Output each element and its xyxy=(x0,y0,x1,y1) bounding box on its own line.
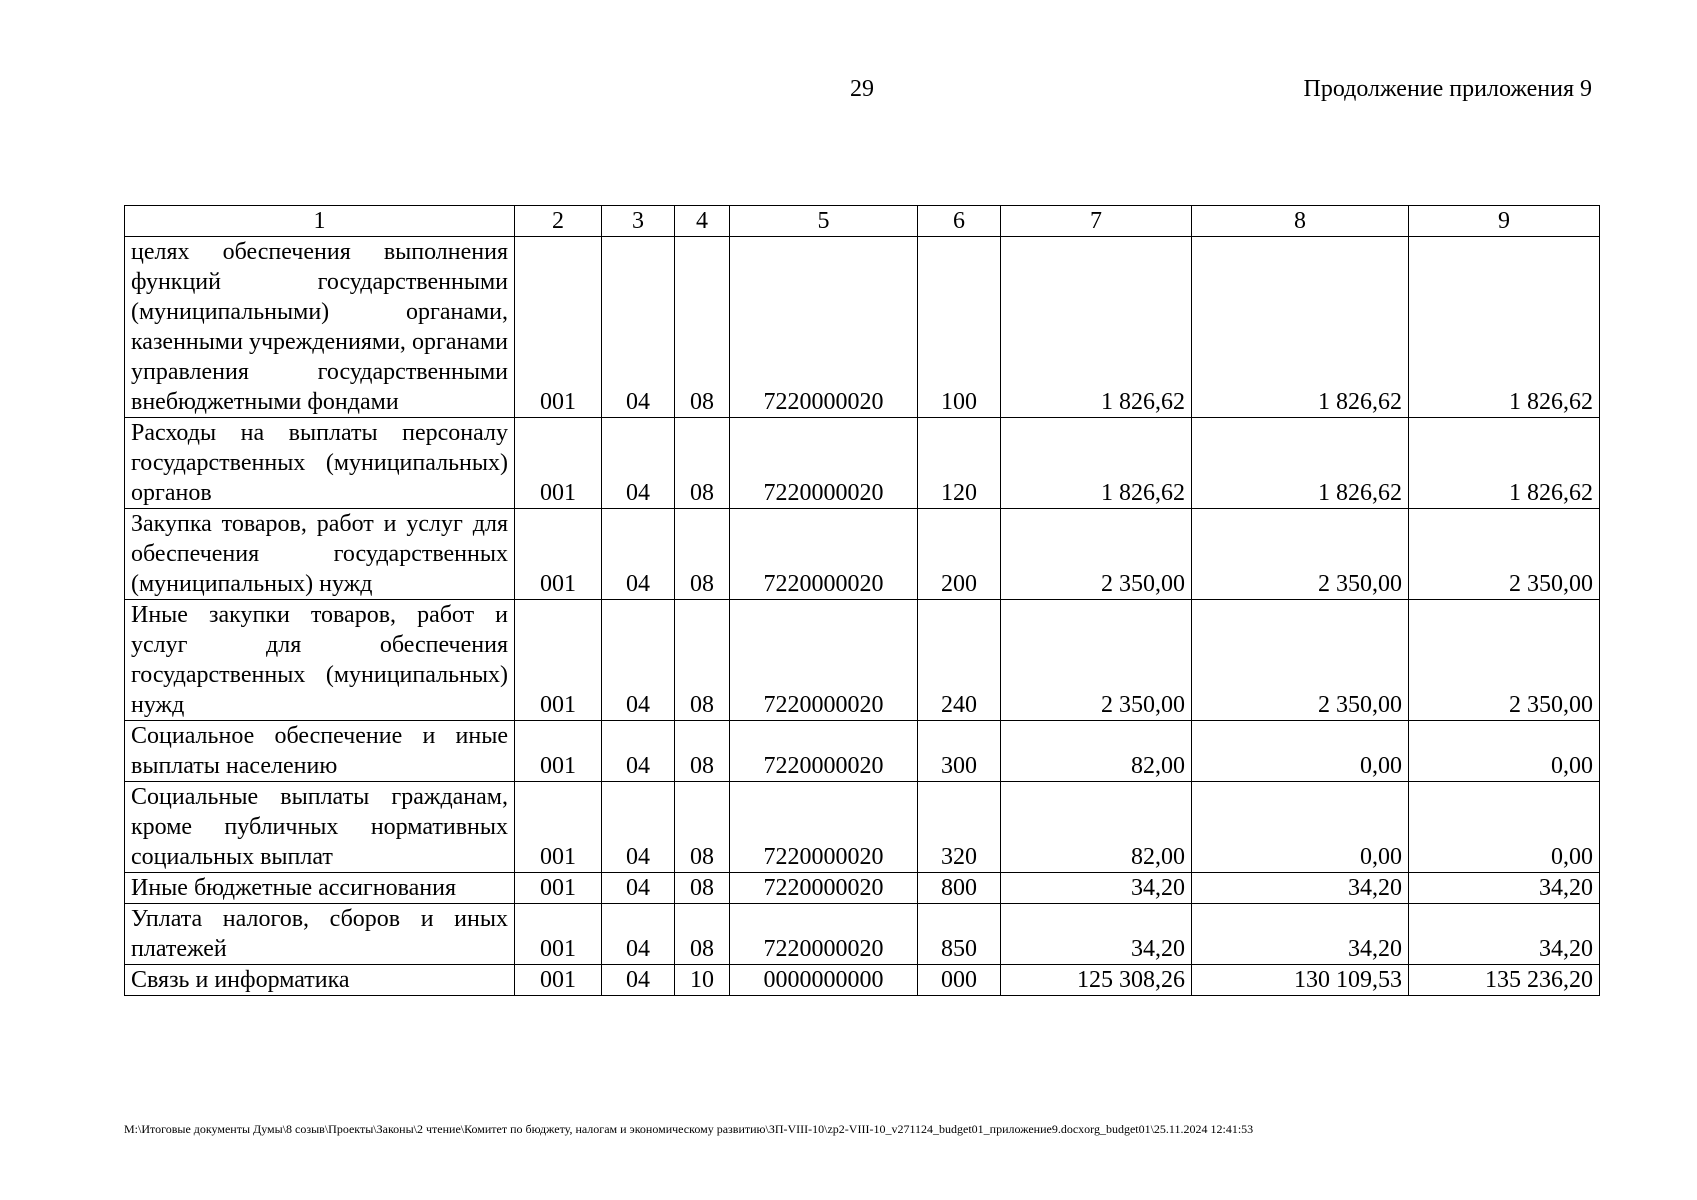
amount-cell: 0,00 xyxy=(1192,721,1409,782)
code-cell: 10 xyxy=(675,965,730,996)
amount-cell: 1 826,62 xyxy=(1001,418,1192,509)
code-cell: 001 xyxy=(515,873,602,904)
code-cell: 001 xyxy=(515,509,602,600)
code-cell: 04 xyxy=(602,904,675,965)
code-cell: 04 xyxy=(602,721,675,782)
amount-cell: 82,00 xyxy=(1001,782,1192,873)
column-header: 9 xyxy=(1409,206,1600,237)
column-header: 3 xyxy=(602,206,675,237)
column-header: 6 xyxy=(918,206,1001,237)
table-row xyxy=(125,509,1600,600)
code-cell: 001 xyxy=(515,782,602,873)
code-cell: 300 xyxy=(918,721,1001,782)
code-cell: 08 xyxy=(675,782,730,873)
amount-cell: 1 826,62 xyxy=(1001,237,1192,418)
code-cell: 100 xyxy=(918,237,1001,418)
code-cell: 04 xyxy=(602,873,675,904)
code-cell: 800 xyxy=(918,873,1001,904)
budget-table xyxy=(124,205,1600,996)
expense-name: Связь и информатика xyxy=(125,965,515,996)
amount-cell: 34,20 xyxy=(1001,904,1192,965)
amount-cell: 34,20 xyxy=(1001,873,1192,904)
expense-name: целях обеспечения выполнения функций государственными (муниципальными) органами, казенными учреждениями, органами управления государственными внебюджетными фондами xyxy=(125,237,515,418)
expense-name: Расходы на выплаты персоналу государственных (муниципальных) органов xyxy=(125,418,515,509)
amount-cell: 130 109,53 xyxy=(1192,965,1409,996)
code-cell: 7220000020 xyxy=(730,418,918,509)
code-cell: 001 xyxy=(515,418,602,509)
code-cell: 7220000020 xyxy=(730,237,918,418)
amount-cell: 2 350,00 xyxy=(1001,509,1192,600)
code-cell: 320 xyxy=(918,782,1001,873)
code-cell: 850 xyxy=(918,904,1001,965)
table-row xyxy=(125,965,1600,996)
amount-cell: 125 308,26 xyxy=(1001,965,1192,996)
table-row xyxy=(125,418,1600,509)
code-cell: 04 xyxy=(602,509,675,600)
code-cell: 001 xyxy=(515,965,602,996)
amount-cell: 82,00 xyxy=(1001,721,1192,782)
amount-cell: 34,20 xyxy=(1192,904,1409,965)
column-header: 8 xyxy=(1192,206,1409,237)
amount-cell: 2 350,00 xyxy=(1192,509,1409,600)
amount-cell: 0,00 xyxy=(1192,782,1409,873)
amount-cell: 135 236,20 xyxy=(1409,965,1600,996)
table-row xyxy=(125,600,1600,721)
amount-cell: 2 350,00 xyxy=(1001,600,1192,721)
table-row xyxy=(125,904,1600,965)
column-header: 5 xyxy=(730,206,918,237)
expense-name: Иные закупки товаров, работ и услуг для обеспечения государственных (муниципальных) нужд xyxy=(125,600,515,721)
column-header: 4 xyxy=(675,206,730,237)
code-cell: 7220000020 xyxy=(730,873,918,904)
code-cell: 001 xyxy=(515,721,602,782)
code-cell: 0000000000 xyxy=(730,965,918,996)
expense-name: Социальное обеспечение и иные выплаты населению xyxy=(125,721,515,782)
code-cell: 04 xyxy=(602,600,675,721)
code-cell: 08 xyxy=(675,721,730,782)
code-cell: 04 xyxy=(602,237,675,418)
code-cell: 08 xyxy=(675,904,730,965)
file-path-footer: M:\Итоговые документы Думы\8 созыв\Проекты\Законы\2 чтение\Комитет по бюджету, налогам и экономическому развитию\ЗП-VIII-10\zp2-VIII-10_v271124_budget01_приложение9.docxorg_budget01\25.11.2024 12:41:53 xyxy=(124,1122,1254,1136)
appendix-label: Продолжение приложения 9 xyxy=(1303,76,1592,102)
code-cell: 08 xyxy=(675,509,730,600)
amount-cell: 1 826,62 xyxy=(1192,237,1409,418)
code-cell: 04 xyxy=(602,418,675,509)
amount-cell: 0,00 xyxy=(1409,721,1600,782)
amount-cell: 1 826,62 xyxy=(1409,418,1600,509)
code-cell: 7220000020 xyxy=(730,904,918,965)
amount-cell: 1 826,62 xyxy=(1409,237,1600,418)
code-cell: 001 xyxy=(515,237,602,418)
code-cell: 7220000020 xyxy=(730,782,918,873)
table-row xyxy=(125,721,1600,782)
table-row xyxy=(125,873,1600,904)
column-header: 1 xyxy=(125,206,515,237)
column-header: 2 xyxy=(515,206,602,237)
code-cell: 200 xyxy=(918,509,1001,600)
amount-cell: 1 826,62 xyxy=(1192,418,1409,509)
expense-name: Иные бюджетные ассигнования xyxy=(125,873,515,904)
code-cell: 08 xyxy=(675,237,730,418)
code-cell: 001 xyxy=(515,904,602,965)
amount-cell: 34,20 xyxy=(1192,873,1409,904)
amount-cell: 2 350,00 xyxy=(1192,600,1409,721)
code-cell: 001 xyxy=(515,600,602,721)
code-cell: 04 xyxy=(602,782,675,873)
column-header: 7 xyxy=(1001,206,1192,237)
code-cell: 08 xyxy=(675,418,730,509)
code-cell: 000 xyxy=(918,965,1001,996)
code-cell: 7220000020 xyxy=(730,721,918,782)
expense-name: Закупка товаров, работ и услуг для обеспечения государственных (муниципальных) нужд xyxy=(125,509,515,600)
code-cell: 7220000020 xyxy=(730,509,918,600)
amount-cell: 34,20 xyxy=(1409,904,1600,965)
code-cell: 240 xyxy=(918,600,1001,721)
amount-cell: 2 350,00 xyxy=(1409,509,1600,600)
table-header-row xyxy=(125,206,1600,237)
code-cell: 08 xyxy=(675,873,730,904)
code-cell: 7220000020 xyxy=(730,600,918,721)
expense-name: Социальные выплаты гражданам, кроме публичных нормативных социальных выплат xyxy=(125,782,515,873)
amount-cell: 2 350,00 xyxy=(1409,600,1600,721)
code-cell: 120 xyxy=(918,418,1001,509)
amount-cell: 0,00 xyxy=(1409,782,1600,873)
code-cell: 08 xyxy=(675,600,730,721)
page-number: 29 xyxy=(850,76,874,102)
table-row xyxy=(125,782,1600,873)
amount-cell: 34,20 xyxy=(1409,873,1600,904)
expense-name: Уплата налогов, сборов и иных платежей xyxy=(125,904,515,965)
table-row xyxy=(125,237,1600,418)
code-cell: 04 xyxy=(602,965,675,996)
